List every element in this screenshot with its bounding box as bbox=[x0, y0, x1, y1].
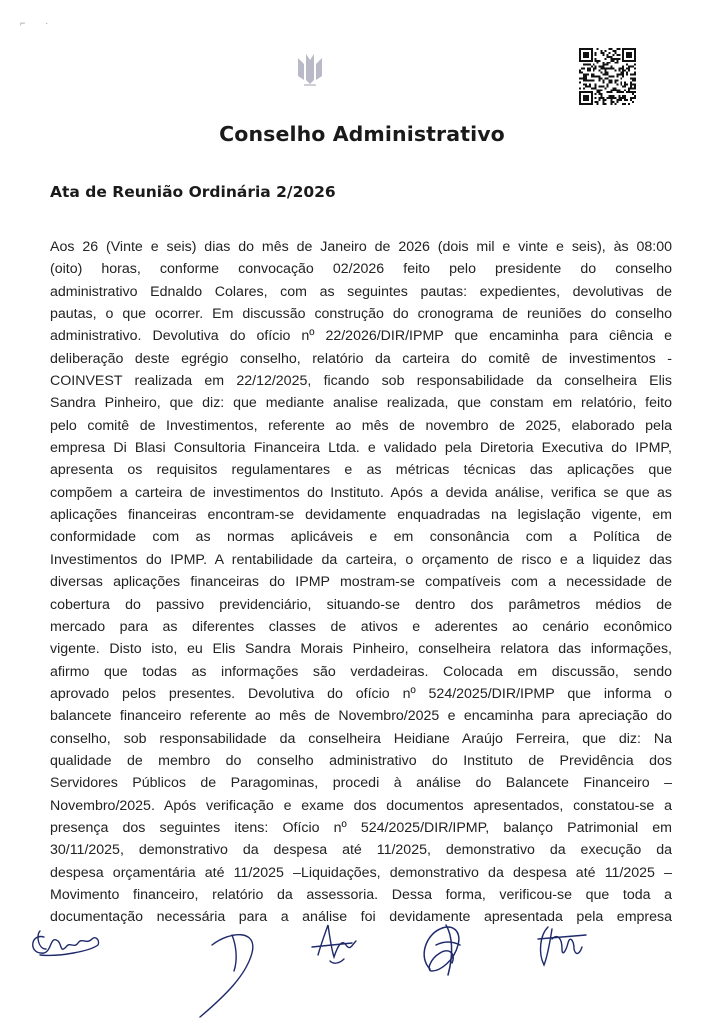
body-line: presença dos seguintes itens: Ofício nº 524/2025/DIR/IPMP, balanço Patrimonial em bbox=[50, 819, 672, 836]
body-line: aplicações financeiras encontram-se devidamente enquadradas na legislação vigente, em bbox=[50, 507, 672, 524]
scan-mark: ⌐ · bbox=[20, 18, 49, 28]
body-line: aprovado pelos presentes. Devolutiva do ofício nº 524/2025/DIR/IPMP que informa o bbox=[50, 685, 672, 702]
body-line: Investimentos do IPMP. A rentabilidade da carteira, o orçamento de risco e a liquidez das bbox=[50, 551, 672, 568]
body-line: mercado para as diferentes classes de ativos e aderentes ao cenário econômico bbox=[50, 618, 672, 635]
signatures-area bbox=[0, 905, 724, 1024]
body-line: qualidade de membro do conselho administrativo do Instituto de Previdência dos bbox=[50, 752, 672, 769]
qr-code-icon bbox=[579, 48, 636, 105]
body-line: afirmo que todas as informações são verdadeiras. Colocada em discussão, sendo bbox=[50, 663, 672, 680]
body-line: COINVEST realizada em 22/12/2025, ficando sob responsabilidade da conselheira Elis bbox=[50, 373, 672, 390]
body-line: compõem a carteira de investimentos do Instituto. Após a devida análise, verifica se que as bbox=[50, 484, 672, 501]
page-title: Conselho Administrativo bbox=[219, 122, 505, 146]
handwritten-signature-icon bbox=[312, 925, 356, 963]
body-line: pautas, o que ocorrer. Em discussão construção do cronograma de reuniões do conselho bbox=[50, 306, 672, 323]
body-line: Aos 26 (Vinte e seis) dias do mês de Janeiro de 2026 (dois mil e vinte e seis), às 08:00 bbox=[50, 239, 672, 255]
handwritten-signature-icon bbox=[424, 925, 460, 975]
body-line: Novembro/2025. Após verificação e exame dos documentos apresentados, constatou-se a bbox=[50, 797, 672, 814]
body-line: balancete financeiro referente ao mês de Novembro/2025 e encaminha para apreciação do bbox=[50, 708, 672, 725]
minutes-body bbox=[50, 236, 672, 929]
body-line: Servidores Públicos de Paragominas, procedi à análise do Balancete Financeiro – bbox=[50, 775, 672, 792]
handwritten-signature-icon bbox=[538, 927, 586, 965]
body-line: vigente. Disto isto, eu Elis Sandra Morais Pinheiro, conselheira relatora das informações, bbox=[50, 641, 672, 658]
body-line: apresenta os requisitos regulamentares e as métricas técnicas das aplicações que bbox=[50, 462, 672, 479]
body-line: pelo comitê de Investimentos, referente ao mês de novembro de 2025, elaborado pela bbox=[50, 417, 672, 434]
body-line: empresa Di Blasi Consultoria Financeira Ltda. e validado pela Diretoria Executiva do IPMP, bbox=[50, 440, 672, 457]
body-line: cobertura do passivo previdenciário, situando-se dentro dos parâmetros médios de bbox=[50, 596, 672, 613]
body-line: (oito) horas, conforme convocação 02/2026 feito pelo presidente do conselho bbox=[50, 261, 672, 278]
body-line: deliberação deste egrégio conselho, relatório da carteira do comitê de investimentos - bbox=[50, 350, 672, 367]
institution-logo-icon bbox=[290, 50, 330, 90]
body-line: Sandra Pinheiro, que diz: que mediante analise realizada, que constam em relatório, feito bbox=[50, 395, 672, 412]
body-line: conselho, sob responsabilidade da conselheira Heidiane Araújo Ferreira, que diz: Na bbox=[50, 730, 672, 747]
handwritten-signature-icon bbox=[200, 935, 253, 1017]
body-line: 30/11/2025, demonstrativo da despesa até 11/2025, demonstrativo da execução da bbox=[50, 842, 672, 859]
body-line: documentação necessária para a análise foi devidamente apresentada pela empresa bbox=[50, 909, 672, 926]
body-line: Movimento financeiro, relatório da assessoria. Dessa forma, verificou-se que toda a bbox=[50, 886, 672, 903]
body-line: diversas aplicações financeiras do IPMP mostram-se compatíveis com a necessidade de bbox=[50, 574, 672, 591]
body-line: administrativo. Devolutiva do ofício nº 22/2026/DIR/IPMP que encaminha para ciência e bbox=[50, 328, 672, 345]
body-line: despesa orçamentária até 11/2025 –Liquidações, demonstrativo da despesa até 11/2025 – bbox=[50, 864, 672, 881]
body-line: conformidade com as normas aplicáveis e em consonância com a Política de bbox=[50, 529, 672, 546]
document-subtitle: Ata de Reunião Ordinária 2/2026 bbox=[50, 183, 336, 201]
body-line: administrativo Ednaldo Colares, com as seguintes pautas: expedientes, devolutivas de bbox=[50, 283, 672, 300]
handwritten-signature-icon bbox=[33, 931, 99, 955]
